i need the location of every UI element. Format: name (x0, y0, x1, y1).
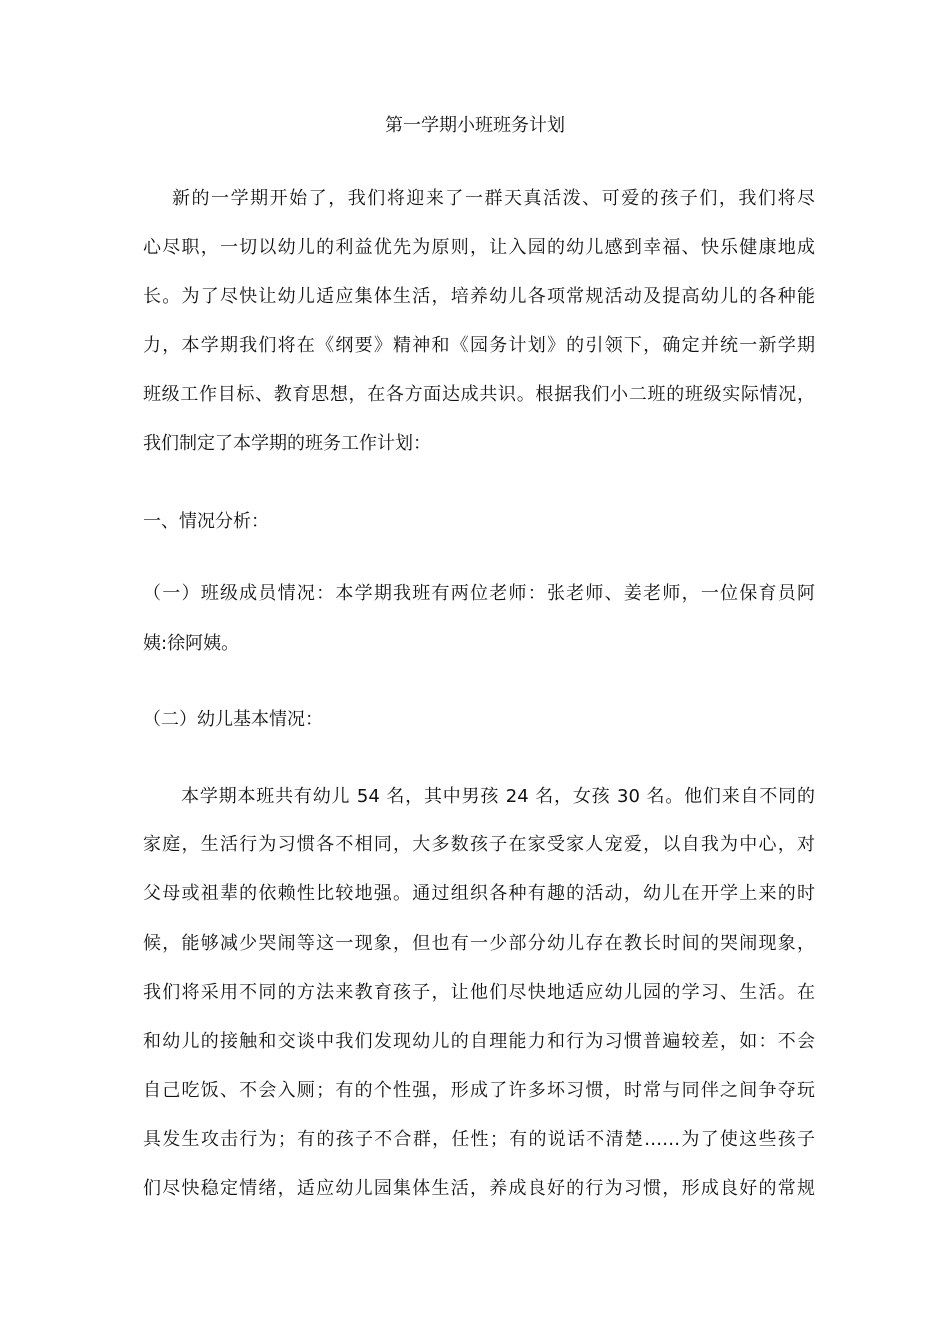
intro-paragraph-line: 班级工作目标、教育思想，在各方面达成共识。根据我们小二班的班级实际情况， (143, 384, 815, 405)
class-members-line: （一）班级成员情况：本学期我班有两位老师：张老师、姜老师，一位保育员阿 (143, 583, 815, 604)
intro-paragraph-line: 心尽职，一切以幼儿的利益优先为原则，让入园的幼儿感到幸福、快乐健康地成 (143, 237, 815, 258)
intro-paragraph-line: 长。为了尽快让幼儿适应集体生活，培养幼儿各项常规活动及提高幼儿的各种能 (143, 286, 815, 307)
children-paragraph-line: 具发生攻击行为；有的孩子不合群，任性；有的说话不清楚……为了使这些孩子 (143, 1129, 815, 1150)
intro-paragraph-line: 力，本学期我们将在《纲要》精神和《园务计划》的引领下，确定并统一新学期 (143, 335, 815, 356)
section-heading: 一、情况分析： (143, 511, 269, 532)
children-paragraph-line: 候，能够减少哭闹等这一现象，但也有一少部分幼儿存在教长时间的哭闹现象， (143, 933, 815, 954)
intro-paragraph-line: 我们制定了本学期的班务工作计划： (143, 433, 431, 454)
intro-paragraph-line: 新的一学期开始了，我们将迎来了一群天真活泼、可爱的孩子们，我们将尽 (172, 188, 815, 209)
class-members-line: 姨:徐阿姨。 (143, 633, 240, 654)
children-paragraph-line: 父母或祖辈的依赖性比较地强。通过组织各种有趣的活动，幼儿在开学上来的时 (143, 883, 815, 904)
children-paragraph-line: 和幼儿的接触和交谈中我们发现幼儿的自理能力和行为习惯普遍较差，如：不会 (143, 1031, 815, 1052)
children-paragraph-line: 本学期本班共有幼儿 54 名，其中男孩 24 名，女孩 30 名。他们来自不同的 (181, 786, 815, 807)
children-paragraph-line: 自己吃饭、不会入厕；有的个性强，形成了许多坏习惯，时常与同伴之间争夺玩 (143, 1080, 815, 1101)
document-title: 第一学期小班班务计划 (385, 115, 565, 136)
children-paragraph-line: 我们将采用不同的方法来教育孩子，让他们尽快地适应幼儿园的学习、生活。在 (143, 982, 815, 1003)
subsection-heading: （二）幼儿基本情况： (143, 709, 323, 730)
children-paragraph-line: 们尽快稳定情绪，适应幼儿园集体生活，养成良好的行为习惯，形成良好的常规 (143, 1178, 815, 1199)
children-paragraph-line: 家庭，生活行为习惯各不相同，大多数孩子在家受家人宠爱，以自我为中心，对 (143, 834, 815, 855)
